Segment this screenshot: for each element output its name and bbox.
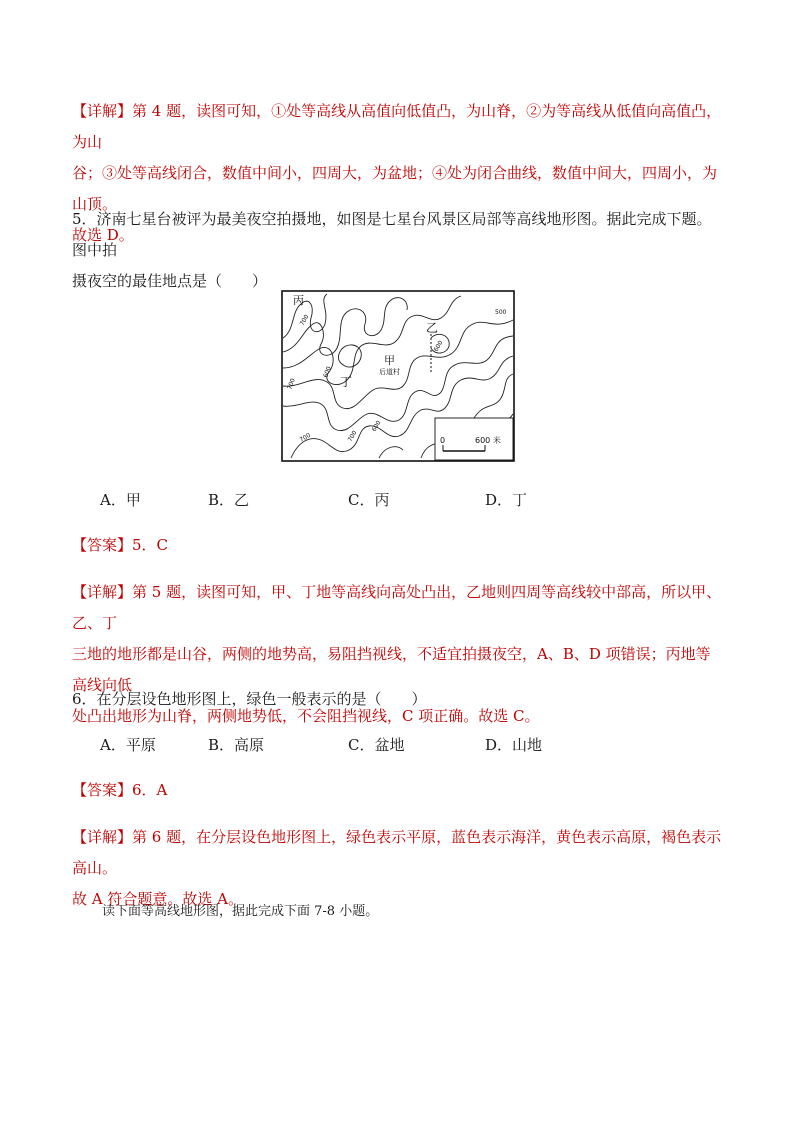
contour-label-600-a: 600: [322, 365, 333, 379]
option-a[interactable]: A．甲: [100, 491, 141, 509]
question-5-line1: 5．济南七星台被评为最美夜空拍摄地，如图是七星台风景区局部等高线地形图。据此完成下题。图中拍: [72, 210, 712, 259]
contour-label-700-b: 700: [286, 377, 297, 391]
contour-label-700-d: 700: [346, 429, 359, 443]
label-village: 后道村: [379, 368, 400, 376]
question-5-line2: 摄夜空的最佳地点是（ ）: [72, 272, 268, 290]
option-a[interactable]: A．平原: [100, 736, 156, 754]
option-b[interactable]: B．高原: [208, 736, 265, 754]
detail-q4-line3: 故选 D。: [72, 226, 134, 244]
scale-label: 600 米: [475, 436, 501, 445]
label-yi: 乙: [426, 321, 439, 335]
contour-label-600-c: 600: [432, 339, 445, 353]
detail-q6-line1: 第 6 题，在分层设色地形图上，绿色表示平原，蓝色表示海洋，黄色表示高原，褐色表示高山。: [72, 828, 722, 877]
option-b[interactable]: B．乙: [208, 491, 250, 509]
detail-q5-line2: 三地的地形都是山谷，两侧的地势高，易阻挡视线，不适宜拍摄夜空，A、B、D 项错误；丙地等高线向低: [72, 645, 711, 694]
intro-q7-8: 读下面等高线地形图，据此完成下面 7-8 小题。: [102, 904, 379, 919]
question-5: [72, 204, 724, 297]
contour-label-700-c: 700: [298, 431, 312, 444]
contour-map: [281, 290, 515, 462]
detail-q6-line2: 故 A 符合题意。故选 A。: [72, 890, 243, 908]
answer-tag: 【答案】: [72, 781, 133, 799]
label-ding: 丁: [340, 375, 353, 389]
answer-6: [72, 775, 724, 806]
scale-zero: 0: [440, 436, 446, 445]
answer-tag: 【答案】: [72, 536, 133, 554]
scale-box: [435, 418, 513, 460]
contour-label-600-b: 600: [370, 419, 383, 433]
detail-q5-line1: 第 5 题，读图可知，甲、丁地等高线向高处凸出，乙地则四周等高线较中部高，所以甲、乙、丁: [72, 583, 722, 632]
label-bing: 丙: [293, 294, 304, 307]
option-d[interactable]: D．山地: [485, 736, 543, 754]
option-c[interactable]: C．丙: [348, 491, 390, 509]
contour-label-500: 500: [495, 309, 507, 316]
detail-tag: 【详解】: [72, 583, 133, 601]
answer-5: [72, 530, 724, 561]
detail-q5-line3: 处凸出地形为山脊，两侧地势低，不会阻挡视线，C 项正确。故选 C。: [72, 707, 540, 725]
answer-5-text: 5．C: [132, 536, 169, 554]
option-d[interactable]: D．丁: [485, 491, 528, 509]
answer-6-text: 6．A: [132, 781, 168, 799]
detail-q4-line2: 谷；③处等高线闭合，数值中间小，四周大，为盆地；④处为闭合曲线，数值中间大，四周小，为山顶。: [72, 164, 718, 213]
question-6: [72, 684, 724, 715]
contour-label-700-a: 700: [298, 313, 311, 327]
option-c[interactable]: C．盆地: [348, 736, 405, 754]
detail-tag: 【详解】: [72, 828, 133, 846]
detail-q4-line1: 第 4 题，读图可知，①处等高线从高值向低值凸，为山脊，②为等高线从低值向高值凸，为山: [72, 102, 722, 151]
question-6-line1: 6．在分层设色地形图上，绿色一般表示的是（ ）: [72, 690, 427, 708]
detail-tag: 【详解】: [72, 102, 133, 120]
label-jia: 甲: [384, 354, 395, 367]
